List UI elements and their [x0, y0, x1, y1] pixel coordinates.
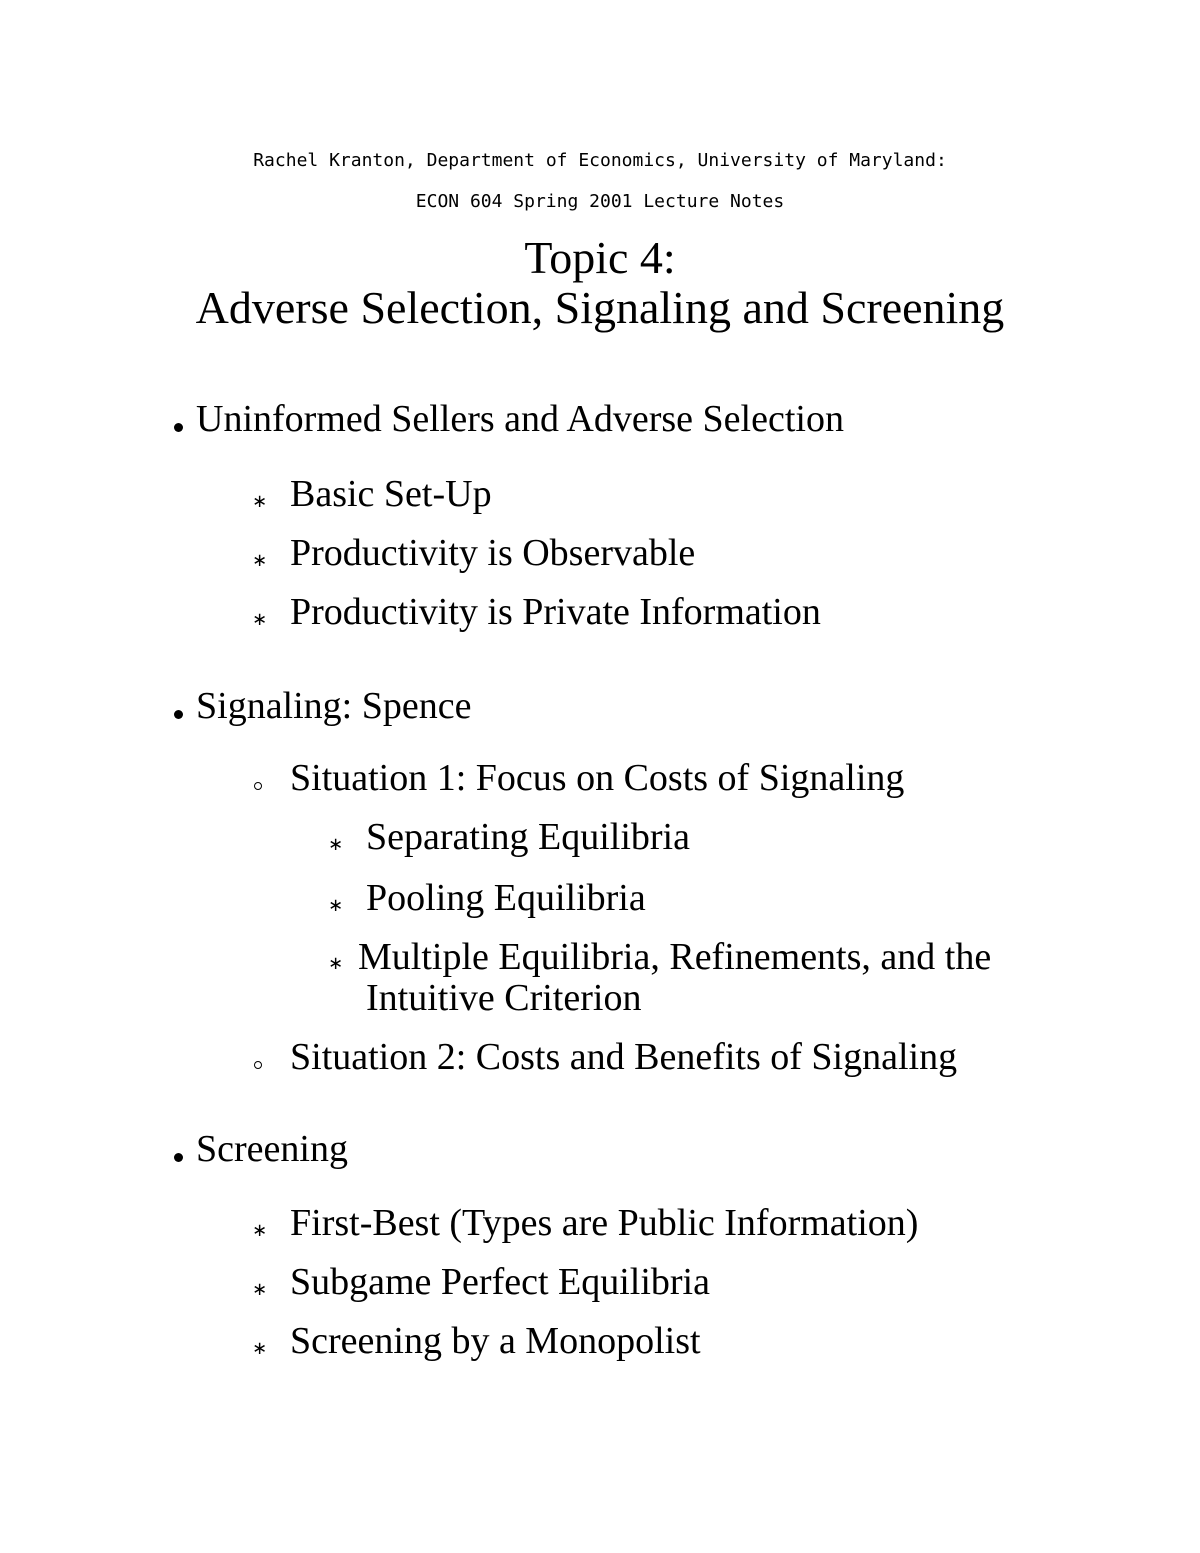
asterisk-bullet-icon: ∗: [252, 491, 268, 512]
asterisk-bullet-icon: ∗: [252, 1338, 268, 1359]
topic-number: Topic 4:: [524, 232, 676, 283]
asterisk-bullet-icon: ∗: [328, 895, 344, 916]
topic-title: Adverse Selection, Signaling and Screening: [195, 282, 1005, 333]
bullet-dot-icon: [174, 423, 183, 432]
list-item: Productivity is Observable: [290, 532, 696, 574]
list-item-continuation: Intuitive Criterion: [366, 977, 642, 1019]
circle-bullet-icon: [254, 782, 262, 790]
asterisk-bullet-icon: ∗: [252, 550, 268, 571]
asterisk-bullet-icon: ∗: [252, 1279, 268, 1300]
list-item: Basic Set-Up: [290, 473, 492, 515]
subsection-label: Situation 1: Focus on Costs of Signaling: [290, 757, 905, 799]
list-item: Multiple Equilibria, Refinements, and the: [358, 936, 992, 978]
section-label: Uninformed Sellers and Adverse Selection: [196, 398, 844, 440]
section-label: Screening: [196, 1128, 348, 1170]
asterisk-bullet-icon: ∗: [328, 834, 344, 855]
list-item: Separating Equilibria: [366, 816, 690, 858]
bullet-dot-icon: [174, 1153, 183, 1162]
asterisk-bullet-icon: ∗: [328, 953, 344, 974]
asterisk-bullet-icon: ∗: [252, 1220, 268, 1241]
list-item: Pooling Equilibria: [366, 877, 646, 919]
circle-bullet-icon: [254, 1061, 262, 1069]
course-line: ECON 604 Spring 2001 Lecture Notes: [415, 191, 785, 212]
author-affiliation: Rachel Kranton, Department of Economics, University of Maryland:: [253, 150, 947, 171]
list-item: Productivity is Private Information: [290, 591, 821, 633]
asterisk-bullet-icon: ∗: [252, 609, 268, 630]
list-item: Subgame Perfect Equilibria: [290, 1261, 710, 1303]
list-item: Screening by a Monopolist: [290, 1320, 701, 1362]
list-item: First-Best (Types are Public Information): [290, 1202, 919, 1244]
bullet-dot-icon: [174, 710, 183, 719]
subsection-label: Situation 2: Costs and Benefits of Signaling: [290, 1036, 958, 1078]
section-label: Signaling: Spence: [196, 685, 472, 727]
